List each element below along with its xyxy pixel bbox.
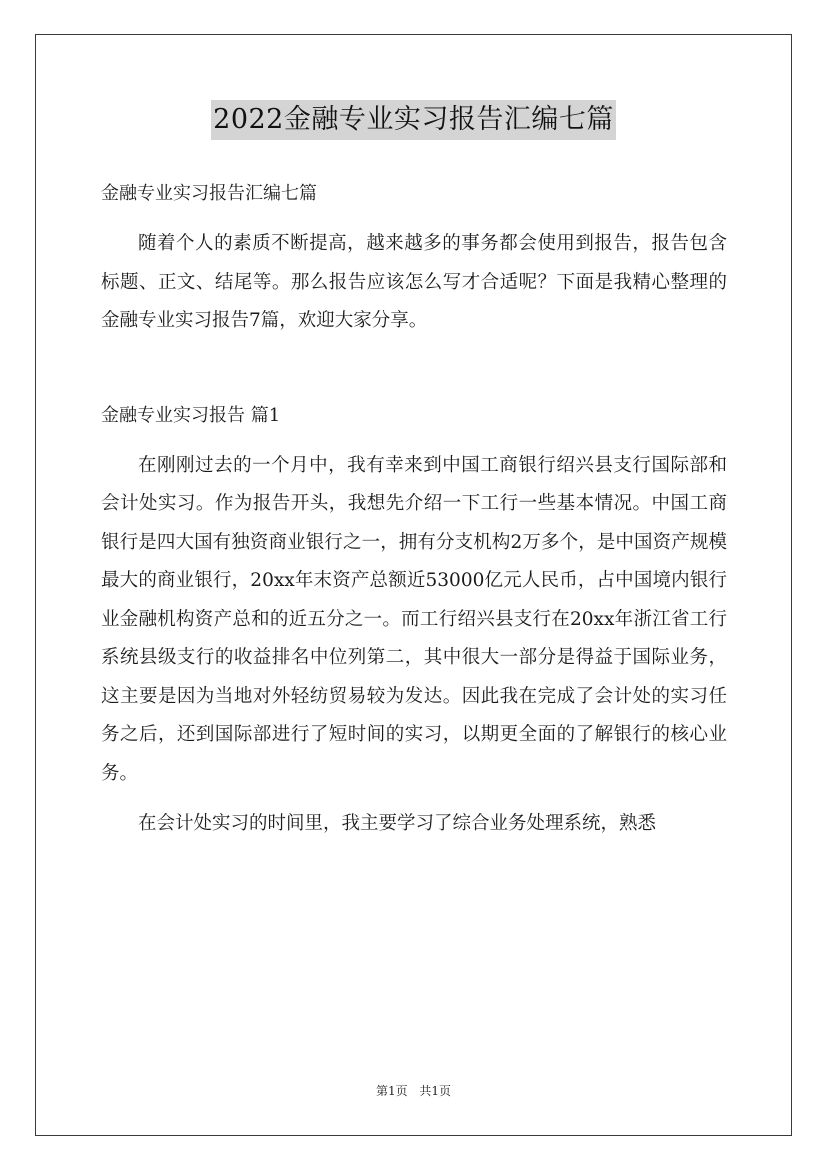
body-paragraph: 在刚刚过去的一个月中，我有幸来到中国工商银行绍兴县支行国际部和会计处实习。作为报告开头，我想先介绍一下工行一些基本情况。中国工商银行是四大国有独资商业银行之一，拥有分支机构2万多个，是中国资产规模最大的商业银行，20xx年末资产总额近53000亿元人民币，占中国境内银行业金融机构资产总和的近五分之一。而工行绍兴县支行在20xx年浙江省工行系统县级支行的收益排名中位列第二，其中很大一部分是得益于国际业务，这主要是因为当地对外轻纺贸易较为发达。因此我在完成了会计处的实习任务之后，还到国际部进行了短时间的实习，以期更全面的了解银行的核心业务。 bbox=[101, 454, 727, 784]
page-total: 共1页 bbox=[419, 1084, 452, 1098]
page-number: 第1页 bbox=[375, 1084, 408, 1098]
document-body bbox=[101, 175, 727, 844]
document-subtitle: 金融专业实习报告汇编七篇 bbox=[101, 183, 317, 204]
intro-paragraph: 随着个人的素质不断提高，越来越多的事务都会使用到报告，报告包含标题、正文、结尾等。那么报告应该怎么写才合适呢？下面是我精心整理的金融专业实习报告7篇，欢迎大家分享。 bbox=[101, 233, 727, 331]
section-heading: 金融专业实习报告 篇1 bbox=[101, 404, 281, 426]
document-title: 2022金融专业实习报告汇编七篇 bbox=[211, 100, 616, 140]
body-paragraph: 在会计处实习的时间里，我主要学习了综合业务处理系统，熟悉 bbox=[138, 813, 657, 834]
page-footer bbox=[0, 1082, 827, 1100]
title-container bbox=[0, 100, 827, 140]
